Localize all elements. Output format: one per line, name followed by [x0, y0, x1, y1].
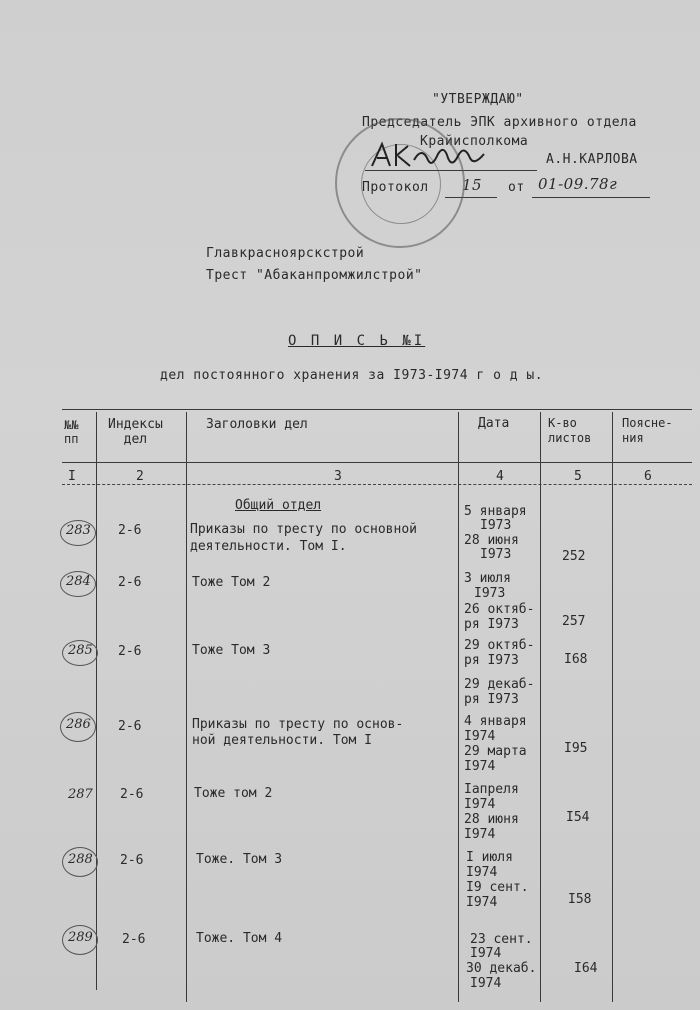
header-number: №№ пп — [64, 418, 79, 446]
row-date-4: ря I973 — [464, 692, 519, 707]
row-date-3: I9 сент. — [466, 880, 529, 895]
row-date-4: I974 — [464, 759, 496, 774]
protocol-date-label: от — [508, 180, 525, 195]
row-date-1: 23 сент. — [470, 932, 533, 947]
row-sheet-count: 257 — [562, 614, 586, 629]
row-heading-line-2: деятельности. Том I. — [190, 539, 347, 554]
row-sheet-count: I54 — [566, 810, 590, 825]
row-date-3: 29 марта — [464, 744, 527, 759]
row-date-1: 4 января — [464, 714, 527, 729]
row-number: 287 — [68, 787, 93, 802]
row-index: 2-6 — [118, 523, 142, 538]
col-divider-5 — [612, 412, 613, 1002]
row-number: 289 — [68, 930, 93, 945]
row-date-1: Iапреля — [464, 782, 519, 797]
row-index: 2-6 — [120, 853, 144, 868]
row-date-2: I974 — [464, 797, 496, 812]
table-top-border — [62, 409, 692, 410]
row-date-1: 29 октяб- — [464, 638, 535, 653]
row-date-4: I974 — [464, 827, 496, 842]
row-date-2: ря I973 — [464, 653, 519, 668]
protocol-date-line — [532, 197, 650, 198]
row-sheet-count: 252 — [562, 549, 586, 564]
row-number: 283 — [66, 523, 91, 538]
row-heading-line-1: Приказы по тресту по основной — [190, 522, 417, 537]
row-date-4: I974 — [470, 976, 502, 991]
protocol-number: 15 — [462, 176, 483, 194]
row-date-4: I973 — [480, 547, 512, 562]
col-divider-1 — [96, 412, 97, 990]
row-date-3: 28 июня — [464, 812, 519, 827]
col-divider-2 — [186, 412, 187, 1002]
row-date-3: 28 июня — [464, 533, 519, 548]
col-divider-3 — [458, 412, 459, 1002]
row-number: 284 — [66, 574, 91, 589]
approval-title: "УТВЕРЖДАЮ" — [432, 92, 524, 107]
row-date-4: ря I973 — [464, 617, 519, 632]
row-number: 286 — [66, 717, 91, 732]
row-date-1: 5 января — [464, 504, 527, 519]
row-heading-line-1: Приказы по тресту по основ- — [192, 717, 404, 732]
row-number: 288 — [68, 852, 93, 867]
handwritten-signature — [368, 138, 498, 178]
colnum-5: 5 — [574, 469, 582, 484]
row-sheet-count: I64 — [574, 961, 598, 976]
row-index: 2-6 — [118, 575, 142, 590]
row-date-2: I974 — [470, 946, 502, 961]
col-divider-4 — [540, 412, 541, 1002]
colnum-3: 3 — [334, 469, 342, 484]
row-index: 2-6 — [118, 644, 142, 659]
row-date-3: 30 декаб. — [466, 961, 537, 976]
header-index: Индексы дел — [108, 417, 163, 447]
document-subtitle: дел постоянного хранения за I973-I974 г о д ы. — [160, 368, 544, 383]
row-number: 285 — [68, 643, 93, 658]
row-date-2: I974 — [466, 865, 498, 880]
row-heading-line-2: ной деятельности. Том I — [192, 733, 373, 748]
section-heading: Общий отдел — [235, 498, 322, 513]
org-line-2: Трест "Абаканпромжилстрой" — [206, 268, 423, 283]
row-index: 2-6 — [120, 787, 144, 802]
table-header-bottom-border — [62, 462, 692, 463]
table-colnum-bottom-border — [62, 484, 692, 485]
row-date-3: 29 декаб- — [464, 677, 535, 692]
row-date-1: I июля — [466, 850, 513, 865]
colnum-2: 2 — [136, 469, 144, 484]
header-notes: Поясне- ния — [622, 416, 673, 445]
header-date: Дата — [478, 416, 510, 431]
protocol-label: Протокол — [362, 180, 429, 195]
row-index: 2-6 — [118, 719, 142, 734]
header-heading: Заголовки дел — [206, 417, 308, 432]
approval-line-1: Председатель ЭПК архивного отдела — [362, 115, 637, 130]
row-date-2: I973 — [480, 518, 512, 533]
row-heading-line-1: Тоже том 2 — [194, 786, 273, 801]
row-heading-line-1: Тоже Том 3 — [192, 643, 271, 658]
row-date-2: I973 — [474, 586, 506, 601]
row-index: 2-6 — [122, 932, 146, 947]
row-heading-line-1: Тоже. Том 4 — [196, 931, 283, 946]
row-heading-line-1: Тоже Том 2 — [192, 575, 271, 590]
approver-name: А.Н.КАРЛОВА — [546, 152, 638, 167]
row-sheet-count: I95 — [564, 741, 588, 756]
row-sheet-count: I58 — [568, 892, 592, 907]
colnum-6: 6 — [644, 469, 652, 484]
row-sheet-count: I68 — [564, 652, 588, 667]
colnum-4: 4 — [496, 469, 504, 484]
row-date-1: 3 июля — [464, 571, 511, 586]
header-sheet-count: К-во листов — [548, 416, 592, 445]
document-title: О П И С Ь №I — [288, 333, 426, 349]
colnum-1: I — [68, 469, 76, 484]
row-date-4: I974 — [466, 895, 498, 910]
row-date-2: I974 — [464, 729, 496, 744]
row-date-3: 26 октяб- — [464, 602, 535, 617]
protocol-date: 01-09.78г — [538, 175, 618, 193]
org-line-1: Главкрасноярскстрой — [206, 246, 365, 261]
row-heading-line-1: Тоже. Том 3 — [196, 852, 283, 867]
approval-line-2: Крайисполкома — [420, 134, 529, 149]
